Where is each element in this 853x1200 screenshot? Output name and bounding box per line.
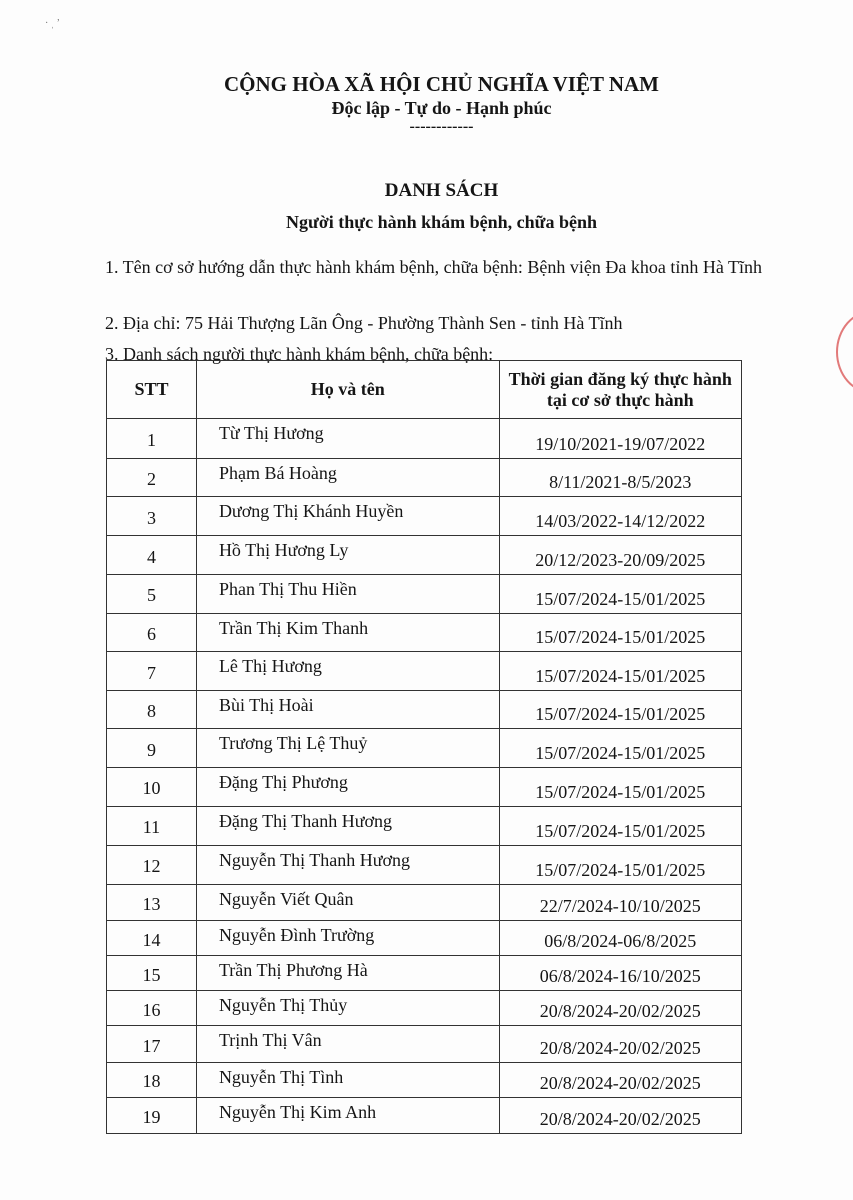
row-name: Nguyễn Thị Thủy <box>196 991 499 1026</box>
row-stt: 3 <box>107 497 197 536</box>
row-name: Nguyễn Thị Tình <box>196 1062 499 1097</box>
row-time: 14/03/2022-14/12/2022 <box>499 497 741 536</box>
row-name: Trương Thị Lệ Thuỷ <box>196 729 499 768</box>
row-name: Từ Thị Hương <box>196 419 499 459</box>
header-time-line2: tại cơ sở thực hành <box>546 389 694 410</box>
table-row <box>107 884 742 920</box>
table-row <box>107 1097 742 1133</box>
row-time: 15/07/2024-15/01/2025 <box>499 845 741 884</box>
document-subtitle: Người thực hành khám bệnh, chữa bệnh <box>286 212 597 232</box>
table-row <box>107 956 742 991</box>
header-divider: ------------ <box>409 118 474 135</box>
row-name: Bùi Thị Hoài <box>196 691 499 729</box>
row-stt: 2 <box>107 459 197 497</box>
row-time: 15/07/2024-15/01/2025 <box>499 651 741 690</box>
row-name: Trần Thị Kim Thanh <box>196 613 499 651</box>
row-stt: 19 <box>107 1097 197 1133</box>
national-title: CỘNG HÒA XÃ HỘI CHỦ NGHĨA VIỆT NAM <box>223 72 660 96</box>
row-stt: 14 <box>107 921 197 956</box>
practitioner-table <box>106 360 742 1134</box>
row-name: Nguyễn Thị Thanh Hương <box>196 845 499 884</box>
row-stt: 16 <box>107 991 197 1026</box>
table-row <box>107 691 742 729</box>
table-row <box>107 1062 742 1097</box>
table-row <box>107 536 742 574</box>
row-stt: 8 <box>107 691 197 729</box>
header-time <box>499 361 741 419</box>
row-name: Đặng Thị Thanh Hương <box>196 806 499 845</box>
row-stt: 12 <box>107 845 197 884</box>
row-name: Hồ Thị Hương Ly <box>196 536 499 574</box>
red-stamp-seal <box>836 310 853 394</box>
row-stt: 6 <box>107 613 197 651</box>
row-time: 15/07/2024-15/01/2025 <box>499 613 741 651</box>
row-time: 8/11/2021-8/5/2023 <box>499 459 741 497</box>
row-time: 15/07/2024-15/01/2025 <box>499 806 741 845</box>
row-stt: 15 <box>107 956 197 991</box>
row-time: 15/07/2024-15/01/2025 <box>499 691 741 729</box>
row-stt: 5 <box>107 574 197 613</box>
document-title: DANH SÁCH <box>384 180 499 201</box>
header-stt: STT <box>107 361 197 419</box>
table-row <box>107 991 742 1026</box>
row-stt: 9 <box>107 729 197 768</box>
row-time: 20/8/2024-20/02/2025 <box>499 1026 741 1062</box>
row-time: 15/07/2024-15/01/2025 <box>499 768 741 806</box>
row-name: Trịnh Thị Vân <box>196 1026 499 1062</box>
row-time: 20/8/2024-20/02/2025 <box>499 1062 741 1097</box>
table-row <box>107 574 742 613</box>
address-line: 2. Địa chỉ: 75 Hải Thượng Lãn Ông - Phường Thành Sen - tỉnh Hà Tĩnh <box>105 313 623 333</box>
table-header-row <box>107 361 742 419</box>
table-row <box>107 921 742 956</box>
row-stt: 18 <box>107 1062 197 1097</box>
row-stt: 4 <box>107 536 197 574</box>
row-stt: 7 <box>107 651 197 690</box>
table-row <box>107 768 742 806</box>
list-intro-line: 3. Danh sách người thực hành khám bệnh, chữa bệnh: <box>105 344 494 364</box>
row-name: Lê Thị Hương <box>196 651 499 690</box>
row-stt: 11 <box>107 806 197 845</box>
row-time: 20/12/2023-20/09/2025 <box>499 536 741 574</box>
header-time-line1: Thời gian đăng ký thực hành <box>508 368 732 389</box>
table-row <box>107 497 742 536</box>
national-motto: Độc lập - Tự do - Hạnh phúc <box>331 98 552 118</box>
row-name: Dương Thị Khánh Huyền <box>196 497 499 536</box>
row-time: 06/8/2024-06/8/2025 <box>499 921 741 956</box>
scan-specks: · ˌ ʼ <box>45 18 60 29</box>
row-name: Phan Thị Thu Hiền <box>196 574 499 613</box>
table-row <box>107 806 742 845</box>
table-body <box>107 419 742 1134</box>
row-time: 15/07/2024-15/01/2025 <box>499 574 741 613</box>
row-name: Phạm Bá Hoàng <box>196 459 499 497</box>
table-row <box>107 613 742 651</box>
row-stt: 10 <box>107 768 197 806</box>
table-row <box>107 419 742 459</box>
facility-name-line: 1. Tên cơ sở hướng dẫn thực hành khám bệnh, chữa bệnh: Bệnh viện Đa khoa tỉnh Hà Tĩnh <box>105 257 763 277</box>
row-time: 06/8/2024-16/10/2025 <box>499 956 741 991</box>
row-name: Đặng Thị Phương <box>196 768 499 806</box>
header-name: Họ và tên <box>196 361 499 419</box>
row-time: 22/7/2024-10/10/2025 <box>499 884 741 920</box>
row-stt: 1 <box>107 419 197 459</box>
row-time: 19/10/2021-19/07/2022 <box>499 419 741 459</box>
row-time: 20/8/2024-20/02/2025 <box>499 1097 741 1133</box>
table-row <box>107 729 742 768</box>
row-name: Nguyễn Viết Quân <box>196 884 499 920</box>
row-time: 20/8/2024-20/02/2025 <box>499 991 741 1026</box>
row-stt: 17 <box>107 1026 197 1062</box>
row-name: Nguyễn Thị Kim Anh <box>196 1097 499 1133</box>
row-name: Trần Thị Phương Hà <box>196 956 499 991</box>
row-stt: 13 <box>107 884 197 920</box>
table-row <box>107 459 742 497</box>
row-name: Nguyễn Đình Trường <box>196 921 499 956</box>
table-row <box>107 845 742 884</box>
row-time: 15/07/2024-15/01/2025 <box>499 729 741 768</box>
table-row <box>107 651 742 690</box>
table-row <box>107 1026 742 1062</box>
